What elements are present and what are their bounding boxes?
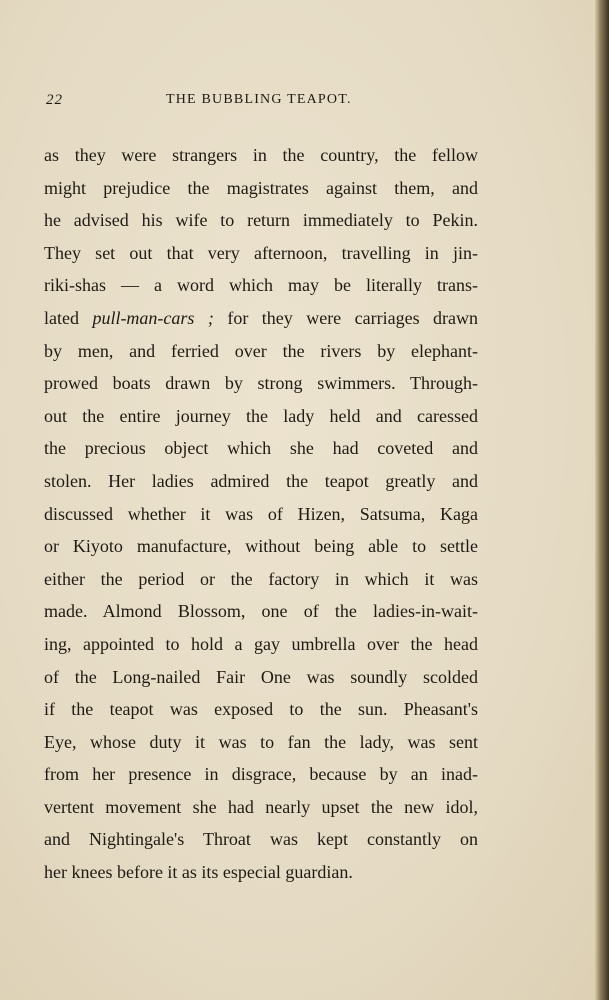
text-line: as they were strangers in the country, the fellow [44, 145, 478, 165]
text-line: out the entire journey the lady held and caressed [44, 405, 478, 426]
text-line: made. Almond Blossom, one of the ladies-in-wait- [44, 601, 478, 622]
text-line: vertent movement she had nearly upset the new idol, [44, 796, 478, 817]
running-head [46, 92, 476, 112]
text-line: prowed boats drawn by strong swimmers. Through- [44, 373, 478, 394]
text-line: Eye, whose duty it was to fan the lady, was sent [44, 731, 478, 752]
text-line: he advised his wife to return immediately to Pekin. [44, 210, 478, 231]
text-line: of the Long-nailed Fair One was soundly scolded [44, 666, 478, 687]
text-line: riki-shas — a word which may be literally trans- [44, 275, 478, 296]
text-line: from her presence in disgrace, because by an inad- [44, 764, 478, 785]
page-number: 22 [46, 92, 63, 108]
text-line: or Kiyoto manufacture, without being able to settle [44, 536, 478, 557]
text-line: the precious object which she had coveted and [44, 438, 478, 459]
running-title: THE BUBBLING TEAPOT. [166, 92, 352, 107]
text-line: They set out that very afternoon, travelling in jin- [44, 242, 478, 263]
text-line: stolen. Her ladies admired the teapot greatly and [44, 470, 478, 491]
body-text [44, 139, 478, 889]
text-line: discussed whether it was of Hizen, Satsuma, Kaga [44, 503, 478, 524]
text-line: her knees before it as its especial guardian. [44, 862, 353, 883]
text-line-start: lated [44, 307, 93, 328]
text-line: if the teapot was exposed to the sun. Pheasant's [44, 699, 478, 720]
text-line: and Nightingale's Throat was kept constantly on [44, 829, 478, 850]
text-line: ing, appointed to hold a gay umbrella over the head [44, 633, 478, 654]
text-line: might prejudice the magistrates against them, and [44, 177, 478, 198]
text-line-end: for they were carriages drawn [213, 307, 479, 328]
page-gutter-shadow [595, 0, 609, 1000]
italic-phrase: pull-man-cars ; [92, 307, 214, 328]
text-line [44, 302, 478, 335]
text-line: by men, and ferried over the rivers by elephant- [44, 340, 478, 361]
text-line: either the period or the factory in which it was [44, 568, 478, 589]
